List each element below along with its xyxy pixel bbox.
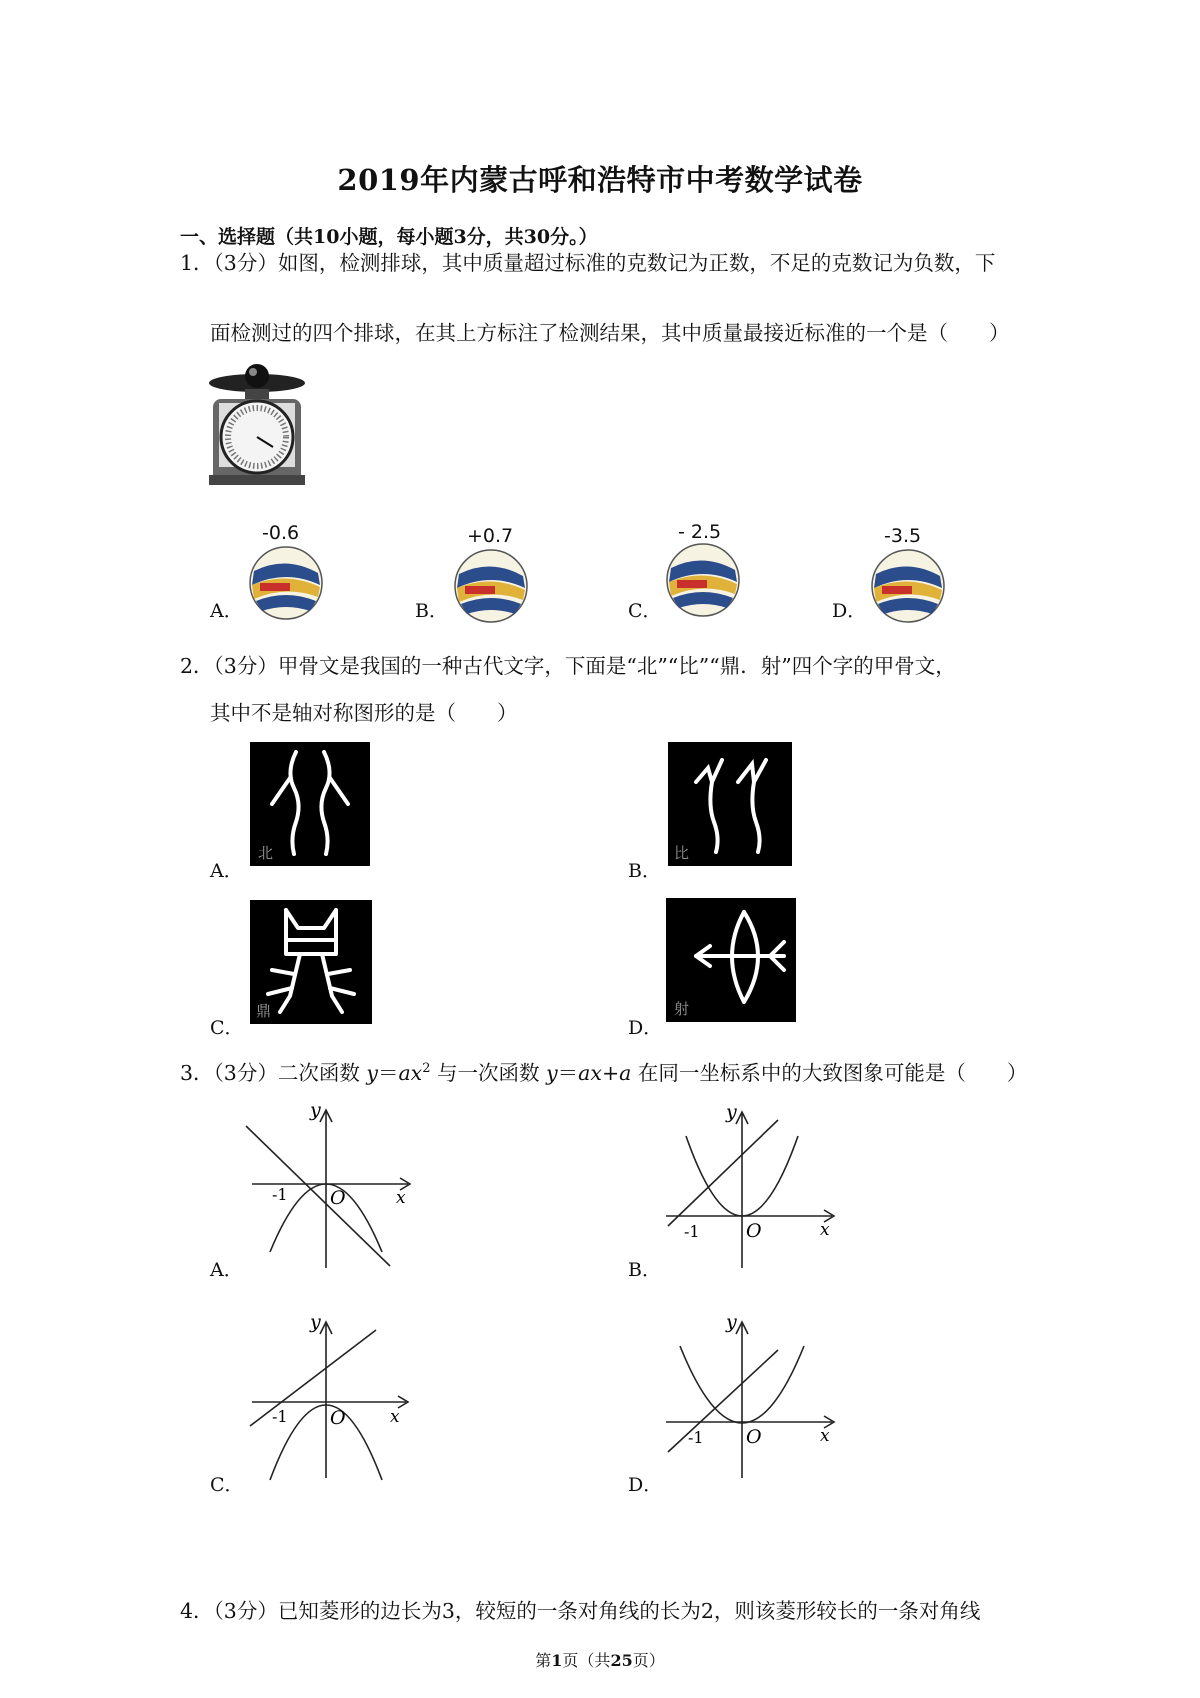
q1-line1: 1．（3分）如图，检测排球，其中质量超过标准的克数记为正数，不足的克数记为负数，下 bbox=[180, 251, 996, 275]
option-letter: D． bbox=[832, 600, 867, 622]
option-letter: C． bbox=[210, 1474, 244, 1496]
axis-x-label: x bbox=[820, 1426, 830, 1446]
tick-label: -1 bbox=[272, 1407, 288, 1426]
q3-f2-y: y bbox=[546, 1061, 558, 1085]
option-letter: D． bbox=[628, 1474, 663, 1496]
q2-line2: 其中不是轴对称图形的是（ ） bbox=[210, 701, 518, 725]
option-letter: D． bbox=[628, 1017, 663, 1039]
volleyball-icon bbox=[453, 548, 529, 624]
option-letter: C． bbox=[210, 1017, 244, 1039]
axis-y-label: y bbox=[310, 1311, 321, 1333]
origin-label: O bbox=[746, 1220, 762, 1242]
axis-y-label: y bbox=[310, 1099, 321, 1121]
axis-x-label: x bbox=[396, 1188, 406, 1208]
q3-f2-eq: ＝ bbox=[557, 1061, 579, 1085]
graph-a bbox=[240, 1100, 420, 1270]
q3-prefix: 3．（3分）二次函数 bbox=[180, 1061, 367, 1085]
q2-line1: 2．（3分）甲骨文是我国的一种古代文字，下面是“北”“比”“鼎．射”四个字的甲骨文， bbox=[180, 654, 956, 678]
oracle-bei-image bbox=[250, 742, 370, 866]
option-value: -0.6 bbox=[262, 522, 300, 544]
tick-label: -1 bbox=[272, 1185, 288, 1204]
option-letter: A． bbox=[210, 600, 243, 622]
origin-label: O bbox=[746, 1426, 762, 1448]
q3-f1-eq: ＝ bbox=[377, 1061, 399, 1085]
q3-suffix: 在同一坐标系中的大致图象可能是（ ） bbox=[631, 1061, 1028, 1085]
axis-y-label: y bbox=[726, 1101, 737, 1123]
q3-f2-rhs: ax+a bbox=[578, 1061, 632, 1085]
scale-image bbox=[205, 365, 310, 485]
volleyball-icon bbox=[665, 542, 741, 618]
option-letter: A． bbox=[210, 860, 243, 882]
q3-f1-y: y bbox=[366, 1061, 378, 1085]
glyph-caption: 北 bbox=[258, 844, 274, 862]
volleyball-icon bbox=[248, 545, 324, 621]
q1-line2: 面检测过的四个排球，在其上方标注了检测结果，其中质量最接近标准的一个是（ ） bbox=[210, 321, 1010, 345]
option-letter: B． bbox=[628, 1259, 661, 1281]
origin-label: O bbox=[330, 1187, 346, 1209]
footer-total: 25 bbox=[610, 1651, 633, 1670]
q3-f1-ax: ax bbox=[398, 1061, 423, 1085]
q4-line1: 4．（3分）已知菱形的边长为3，较短的一条对角线的长为2，则该菱形较长的一条对角线 bbox=[180, 1599, 981, 1623]
tick-label: -1 bbox=[688, 1428, 704, 1447]
option-letter: B． bbox=[628, 860, 661, 882]
footer-page: 1 bbox=[551, 1651, 563, 1670]
axis-x-label: x bbox=[390, 1407, 400, 1427]
option-value: -3.5 bbox=[884, 525, 922, 547]
volleyball-icon bbox=[870, 548, 946, 624]
oracle-bi-image bbox=[668, 742, 792, 866]
tick-label: -1 bbox=[684, 1222, 700, 1241]
option-value: - 2.5 bbox=[678, 521, 722, 543]
option-letter: B． bbox=[415, 600, 448, 622]
option-letter: C． bbox=[628, 600, 662, 622]
option-value: +0.7 bbox=[467, 525, 514, 547]
oracle-she-image bbox=[666, 898, 796, 1022]
option-letter: A． bbox=[210, 1259, 243, 1281]
glyph-caption: 射 bbox=[674, 1000, 690, 1018]
footer-mid: 页（共 bbox=[562, 1651, 611, 1670]
page-footer bbox=[0, 1648, 1200, 1671]
q3-stem bbox=[180, 1056, 1027, 1086]
q3-f1-exp: 2 bbox=[422, 1061, 431, 1077]
page-title: 2019年内蒙古呼和浩特市中考数学试卷 bbox=[337, 163, 863, 197]
graph-b bbox=[660, 1100, 840, 1270]
oracle-ding-image bbox=[250, 900, 372, 1024]
footer-pre: 第 bbox=[535, 1651, 552, 1670]
q3-mid: 与一次函数 bbox=[430, 1061, 547, 1085]
section-heading: 一、选择题（共10小题，每小题3分，共30分。） bbox=[180, 226, 598, 248]
axis-x-label: x bbox=[820, 1220, 830, 1240]
origin-label: O bbox=[330, 1407, 346, 1429]
axis-y-label: y bbox=[726, 1311, 737, 1333]
glyph-caption: 比 bbox=[674, 844, 690, 862]
glyph-caption: 鼎 bbox=[256, 1002, 272, 1020]
graph-d bbox=[660, 1310, 840, 1480]
footer-post: 页） bbox=[632, 1651, 665, 1670]
graph-c bbox=[240, 1310, 420, 1480]
